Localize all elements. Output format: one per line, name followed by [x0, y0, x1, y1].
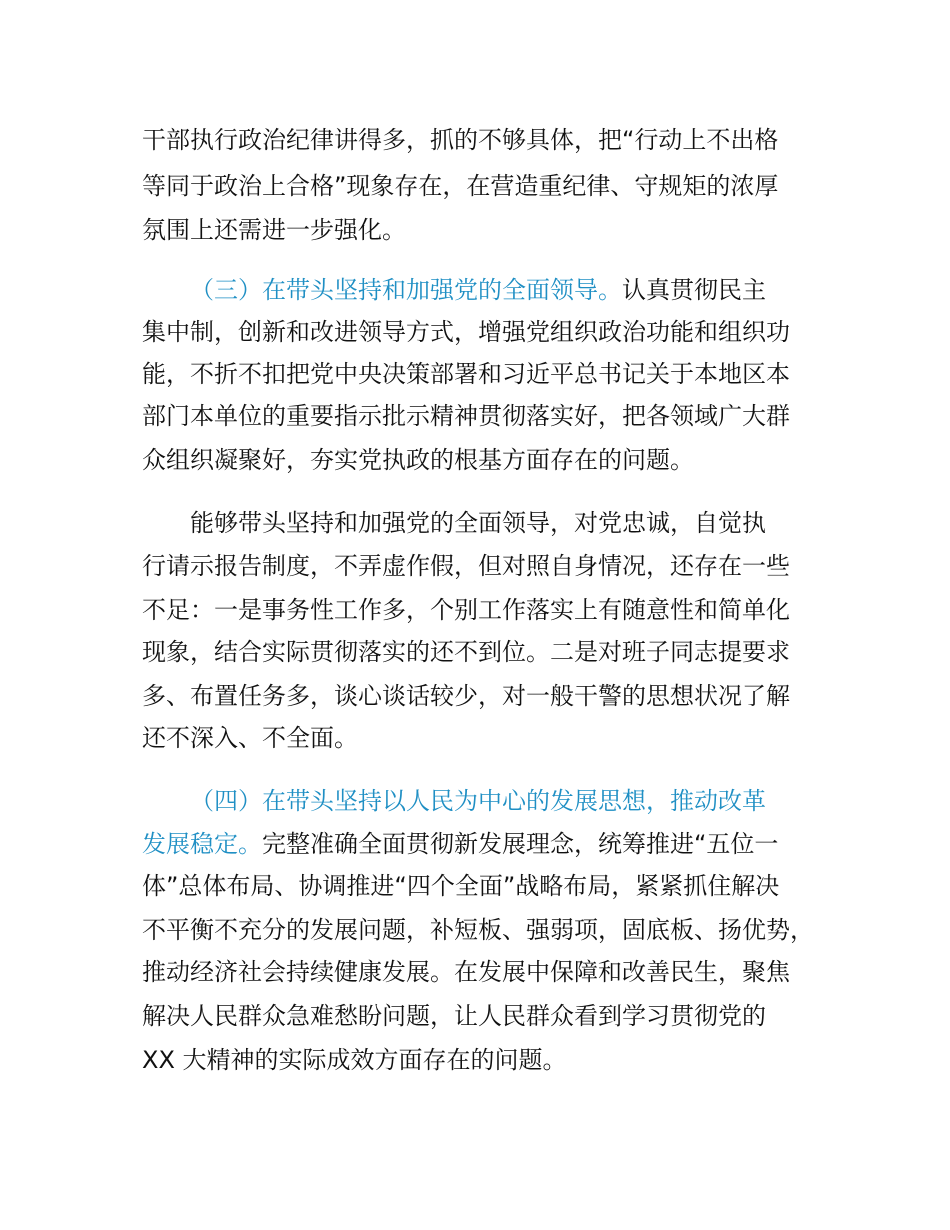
paragraph-line: 现象，结合实际贯彻落实的还不到位。二是对班子同志提要求	[142, 638, 790, 666]
paragraph-line: 解决人民群众急难愁盼问题，让人民群众看到学习贯彻党的	[142, 1002, 766, 1030]
paragraph-line: 推动经济社会持续健康发展。在发展中保障和改善民生，聚焦	[142, 958, 790, 986]
section-3-heading: （三）在带头坚持和加强党的全面领导。	[190, 276, 622, 304]
section-4-heading-end: 发展稳定。	[142, 830, 262, 858]
paragraph-line: 众组织凝聚好，夯实党执政的根基方面存在的问题。	[142, 446, 694, 474]
paragraph-line: 多、布置任务多，谈心谈话较少，对一般干警的思想状况了解	[142, 682, 790, 710]
paragraph-line: 氛围上还需进一步强化。	[142, 216, 406, 244]
paragraph-text: 完整准确全面贯彻新发展理念，统筹推进“五位一	[262, 830, 779, 858]
paragraph-line: 能，不折不扣把党中央决策部署和习近平总书记关于本地区本	[142, 360, 790, 388]
paragraph-line: 体”总体布局、协调推进“四个全面”战略布局，紧紧抓住解决	[142, 872, 780, 900]
paragraph-line: 集中制，创新和改进领导方式，增强党组织政治功能和组织功	[142, 318, 790, 346]
paragraph-line: 还不深入、不全面。	[142, 724, 358, 752]
paragraph-line: 不平衡不充分的发展问题，补短板、强弱项，固底板、扬优势，	[142, 916, 814, 944]
paragraph-line: 部门本单位的重要指示批示精神贯彻落实好，把各领域广大群	[142, 402, 790, 430]
section-4-heading: （四）在带头坚持以人民为中心的发展思想，推动改革	[190, 787, 766, 815]
section-3-first-line	[190, 270, 766, 310]
paragraph-line: 行请示报告制度，不弄虚作假，但对照自身情况，还存在一些	[142, 552, 790, 580]
section-4-second-line	[142, 824, 778, 864]
paragraph-line: 不足：一是事务性工作多，个别工作落实上有随意性和简单化	[142, 596, 790, 624]
paragraph-text: 认真贯彻民主	[622, 276, 766, 304]
paragraph-line: 等同于政治上合格”现象存在，在营造重纪律、守规矩的浓厚	[142, 172, 779, 200]
paragraph-line: 干部执行政治纪律讲得多，抓的不够具体，把“行动上不出格	[142, 126, 779, 154]
paragraph-line: 能够带头坚持和加强党的全面领导，对党忠诚，自觉执	[190, 509, 766, 537]
paragraph-line: XX 大精神的实际成效方面存在的问题。	[142, 1046, 567, 1074]
